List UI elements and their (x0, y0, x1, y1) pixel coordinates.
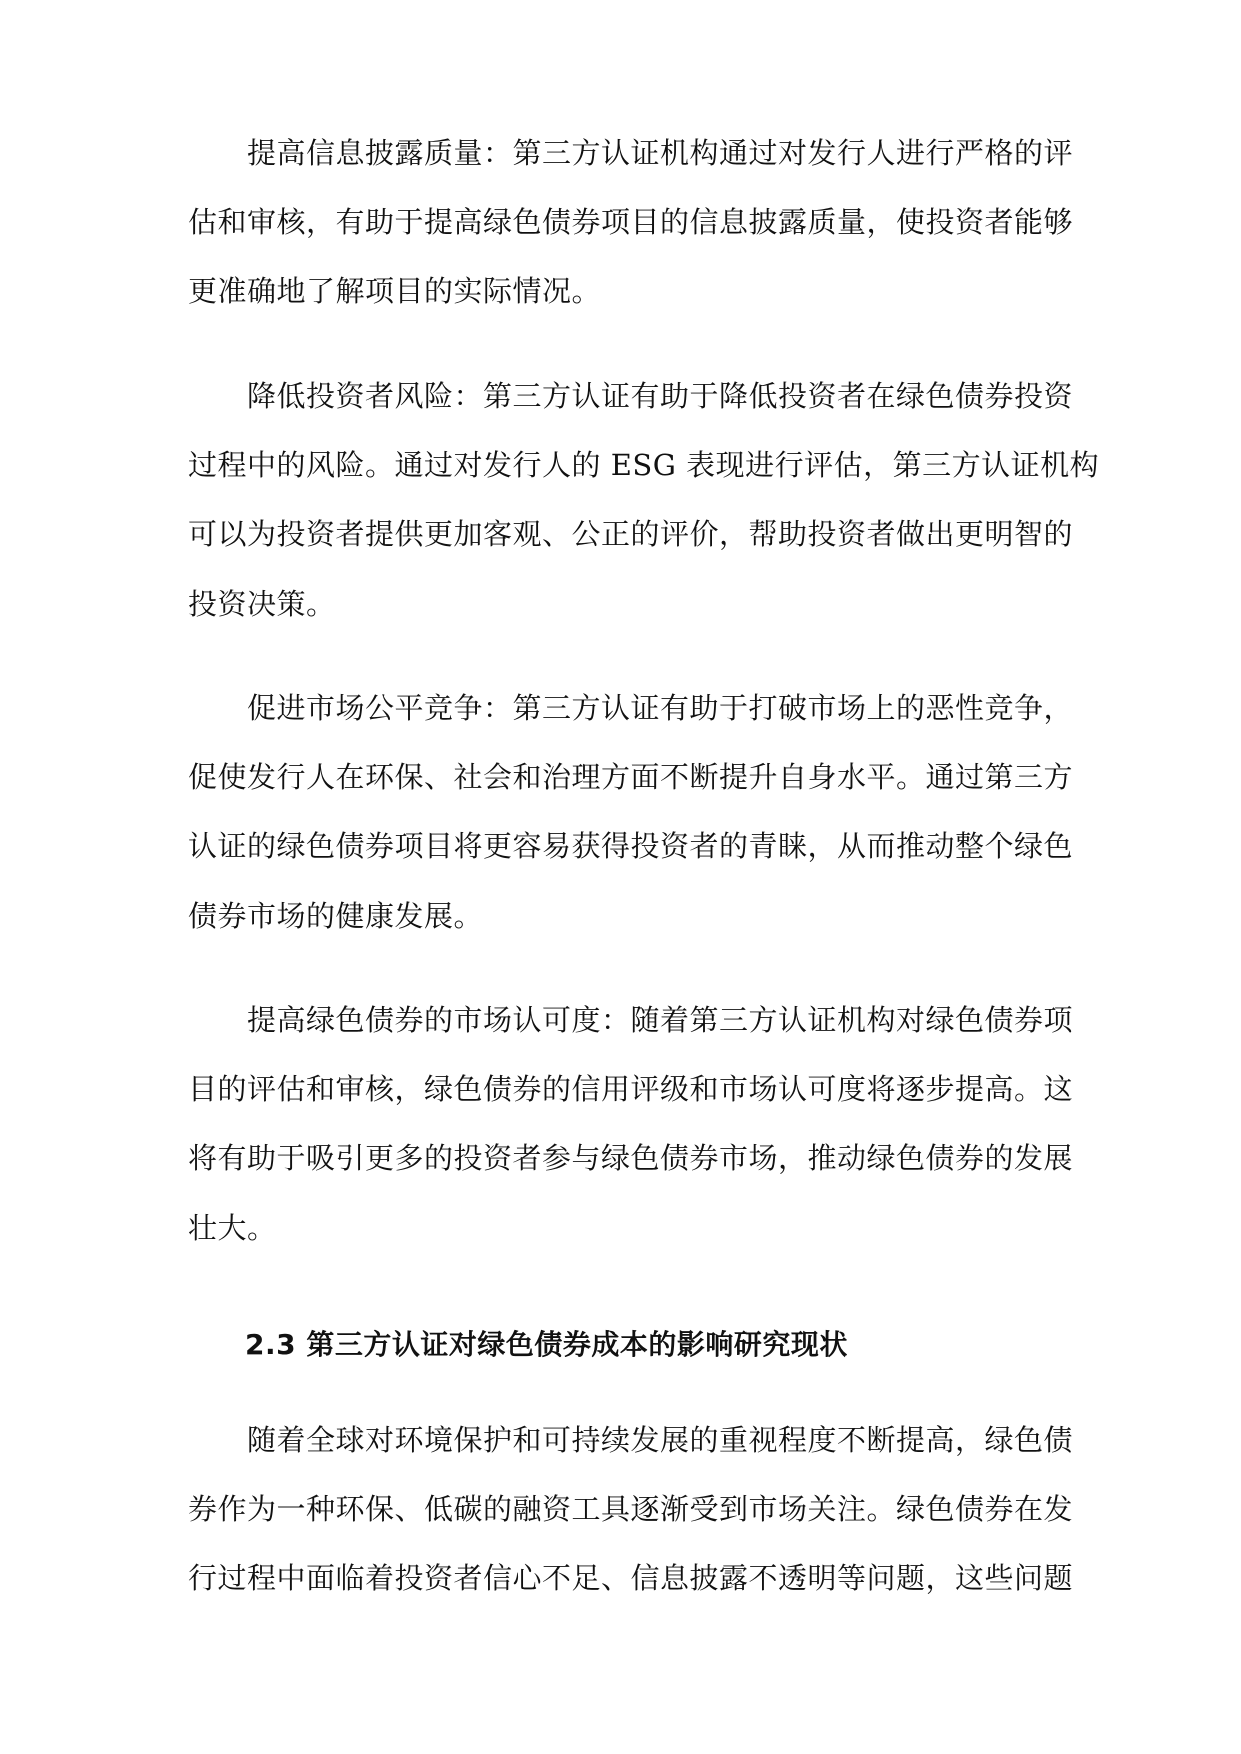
paragraph-3-line-4: 债券市场的健康发展。 (188, 899, 484, 933)
section-heading: 2.3 第三方认证对绿色债券成本的影响研究现状 (245, 1328, 848, 1361)
section-paragraph-line-1: 随着全球对环境保护和可持续发展的重视程度不断提高，绿色债 (247, 1423, 1074, 1457)
paragraph-3-line-1: 促进市场公平竞争：第三方认证有助于打破市场上的恶性竞争， (247, 691, 1074, 725)
paragraph-1-line-1: 提高信息披露质量：第三方认证机构通过对发行人进行严格的评 (247, 136, 1074, 170)
paragraph-3-line-3: 认证的绿色债券项目将更容易获得投资者的青睐，从而推动整个绿色 (188, 829, 1074, 863)
paragraph-2-line-3: 可以为投资者提供更加客观、公正的评价，帮助投资者做出更明智的 (188, 517, 1074, 551)
section-paragraph-line-2: 券作为一种环保、低碳的融资工具逐渐受到市场关注。绿色债券在发 (188, 1492, 1074, 1526)
paragraph-4-line-2: 目的评估和审核，绿色债券的信用评级和市场认可度将逐步提高。这 (188, 1072, 1074, 1106)
paragraph-4-line-4: 壮大。 (188, 1211, 277, 1245)
paragraph-2-line-2: 过程中的风险。通过对发行人的 ESG 表现进行评估，第三方认证机构 (188, 448, 1100, 482)
paragraph-2-line-1: 降低投资者风险：第三方认证有助于降低投资者在绿色债券投资 (247, 379, 1074, 413)
paragraph-3-line-2: 促使发行人在环保、社会和治理方面不断提升自身水平。通过第三方 (188, 760, 1074, 794)
paragraph-1-line-3: 更准确地了解项目的实际情况。 (188, 274, 602, 308)
paragraph-1-line-2: 估和审核，有助于提高绿色债券项目的信息披露质量，使投资者能够 (188, 205, 1074, 239)
paragraph-4-line-3: 将有助于吸引更多的投资者参与绿色债券市场，推动绿色债券的发展 (188, 1141, 1074, 1175)
section-paragraph-line-3: 行过程中面临着投资者信心不足、信息披露不透明等问题，这些问题 (188, 1561, 1074, 1595)
paragraph-4-line-1: 提高绿色债券的市场认可度：随着第三方认证机构对绿色债券项 (247, 1003, 1074, 1037)
paragraph-2-line-4: 投资决策。 (188, 587, 336, 621)
